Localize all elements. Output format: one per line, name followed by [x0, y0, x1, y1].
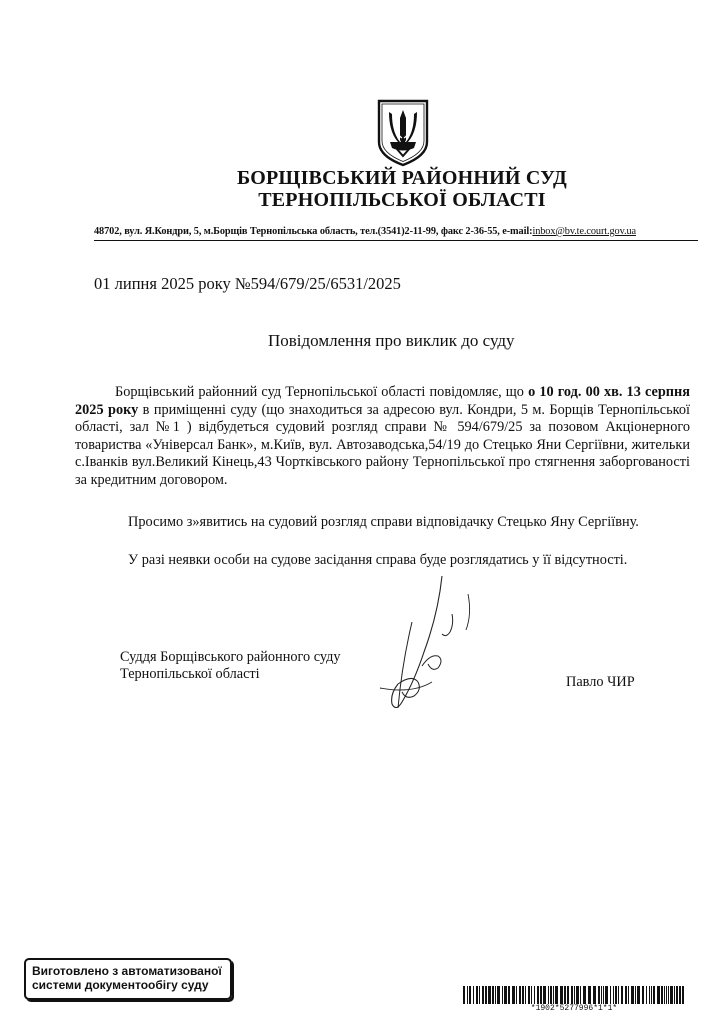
absence-note: У разі неявки особи на судове засідання справа буде розглядатись у її відсутності.: [128, 552, 628, 568]
hearing-datetime: о 10 год. 00 хв. 13 серпня 2025 року: [75, 384, 690, 418]
court-name-line1: БОРЩІВСЬКИЙ РАЙОННИЙ СУД: [236, 167, 568, 189]
appearance-request: Просимо з»явитись на судовий розгляд справи відповідачку Стецько Яну Сергіївну.: [128, 514, 639, 530]
email-link[interactable]: inbox@bv.te.court.gov.ua: [532, 226, 636, 237]
handwritten-signature: [372, 574, 502, 714]
court-name-line2: ТЕРНОПІЛЬСЬКОЇ ОБЛАСТІ: [258, 189, 546, 211]
document-title: Повідомлення про виклик до суду: [268, 331, 515, 350]
barcode-number: *1902*5277996*1*1*: [530, 1004, 618, 1013]
address-text: 48702, вул. Я.Кондри, 5, м.Борщів Тернопільська область, тел.(3541)2-11-99, факс 2-36-55, e-mail:: [94, 226, 533, 237]
date-and-number: 01 липня 2025 року №594/679/25/6531/2025: [94, 274, 401, 293]
automated-system-stamp: [24, 958, 232, 1000]
notice-text-part2: в приміщенні суду (що знаходиться за адресою вул. Кондри, 5 м. Борщів Тернопільської області, зал №1 ) відбудеться судовий розгляд справи № 594/679/25 за позовом Акціонерного товариства «Універсал Банк», м.Київ, вул. Автозаводська,54/19 до Стецько Яни Сергіївни, жительки с.Іванків вул.Великий Кінець,43 Чортківського району Тернопільської про стягнення заборгованості за кредитним договором.: [75, 401, 690, 488]
notice-paragraph: [75, 384, 690, 489]
judge-position: [120, 649, 341, 683]
judge-position-line1: Суддя Борщівського районного суду: [120, 649, 341, 665]
coat-of-arms-icon: [376, 98, 430, 168]
judge-position-line2: Тернопільської області: [120, 666, 260, 682]
notice-text-part1: Борщівський районний суд Тернопільської області повідомляє, що: [115, 384, 529, 400]
stamp-line1: Виготовлено з автоматизованої: [32, 964, 222, 978]
document-barcode: [463, 986, 685, 1004]
court-address: [94, 226, 698, 241]
stamp-line2: системи документообігу суду: [32, 978, 209, 992]
judge-name: Павло ЧИР: [566, 674, 635, 690]
